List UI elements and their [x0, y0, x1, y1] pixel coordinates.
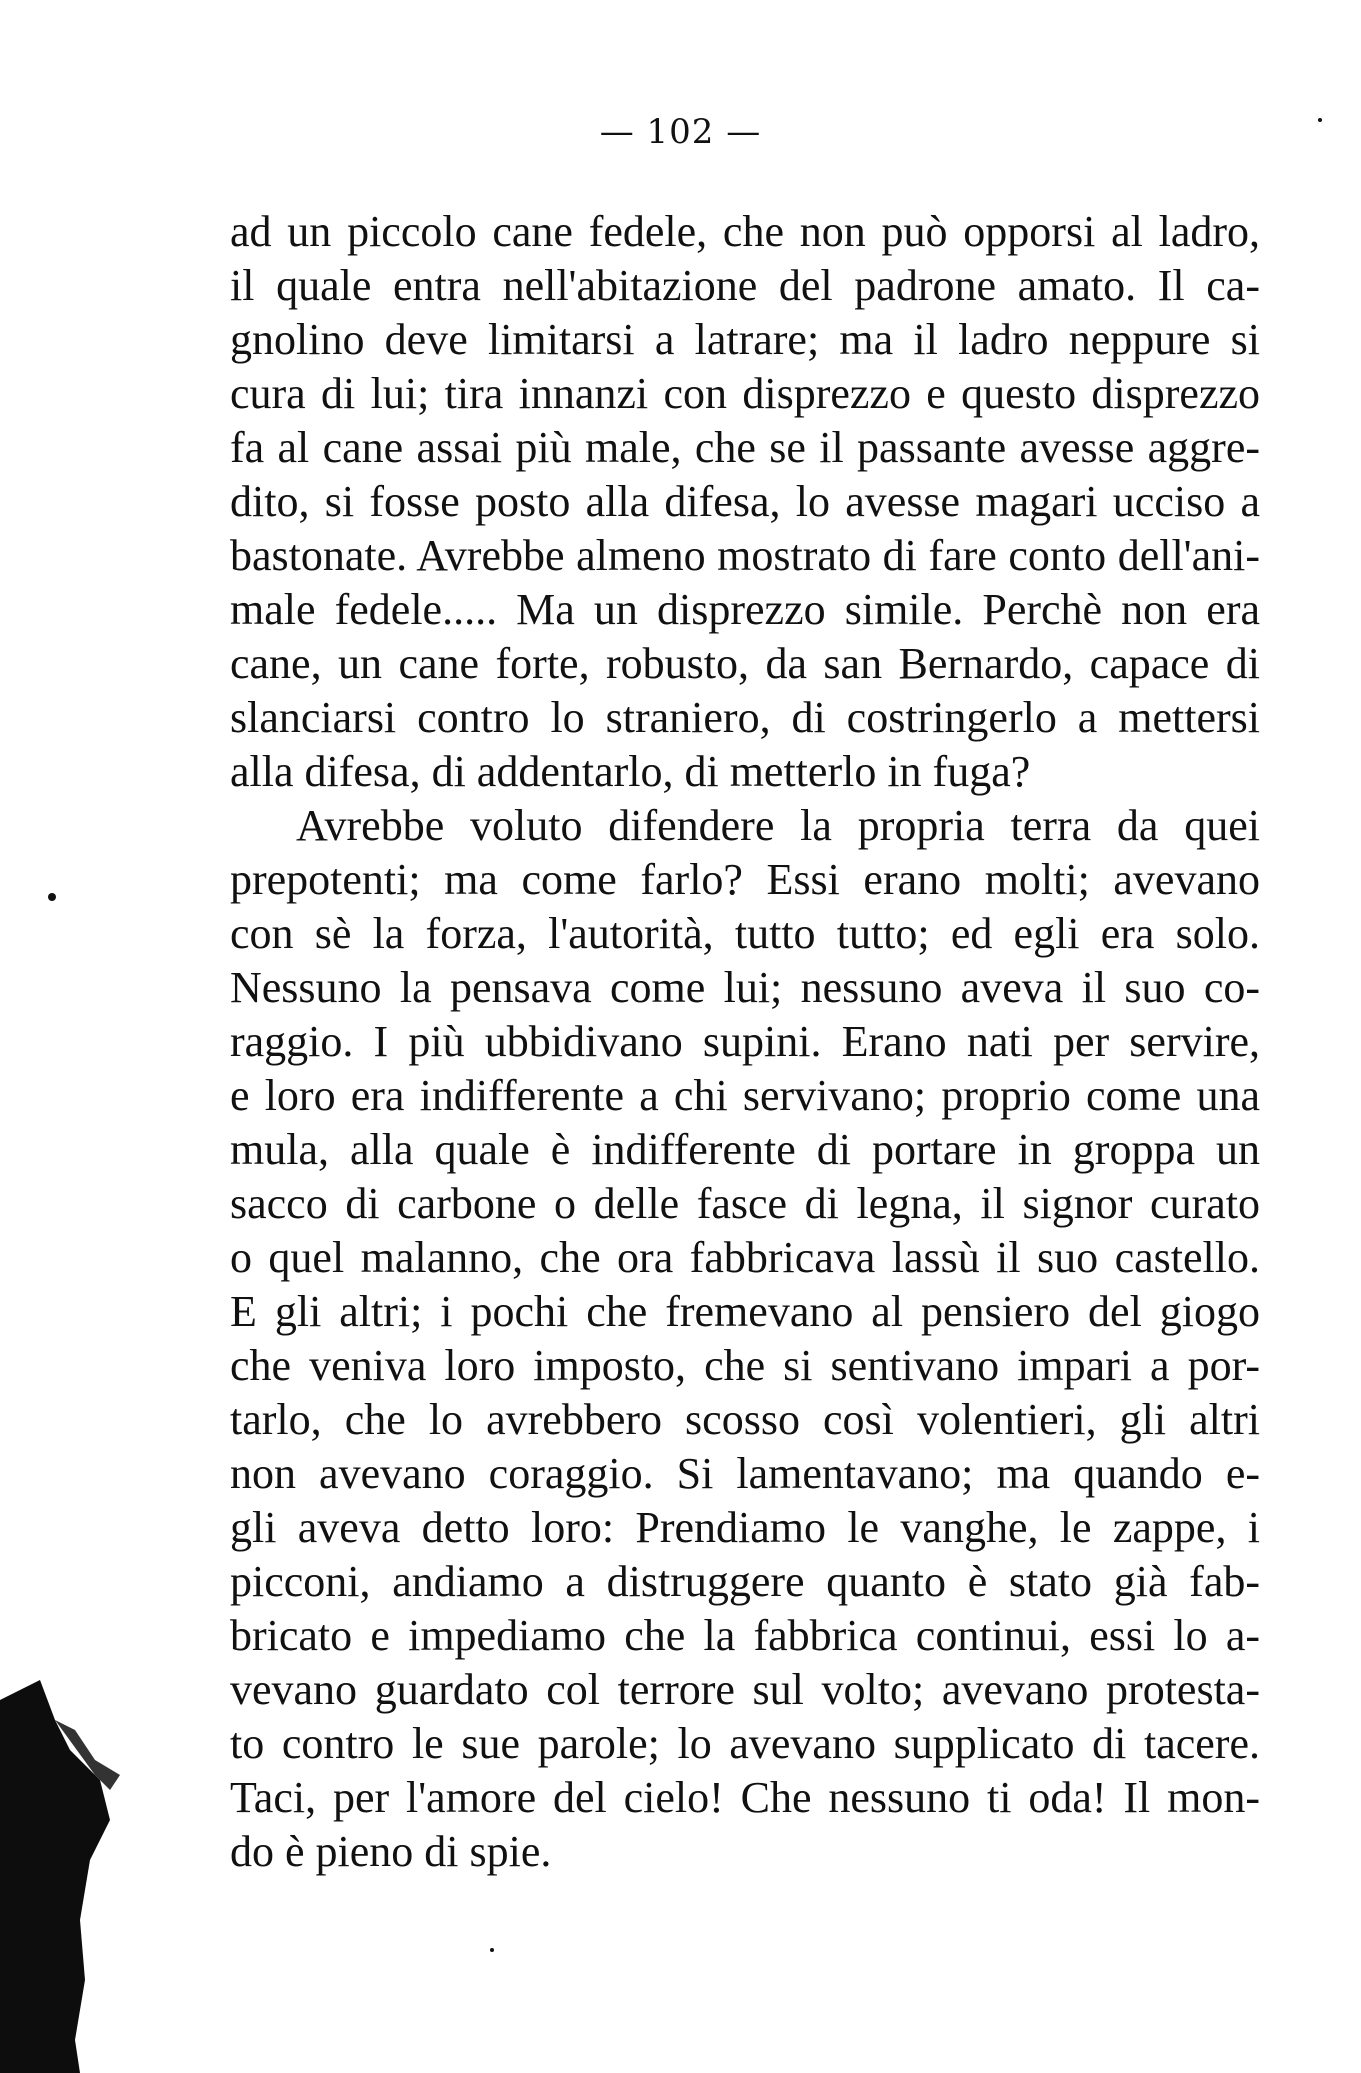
text-line: Nessuno la pensava come lui; nessuno aveva il suo co-: [230, 963, 1260, 1012]
text-line: male fedele..... Ma un disprezzo simile. Perchè non era: [230, 585, 1260, 634]
text-line: picconi, andiamo a distruggere quanto è stato già fab-: [230, 1557, 1260, 1606]
scan-speck: [48, 893, 56, 901]
text-line: mula, alla quale è indifferente di portare in groppa un: [230, 1125, 1260, 1174]
text-line: vevano guardato col terrore sul volto; avevano protesta-: [230, 1665, 1260, 1714]
body-text: [230, 205, 1260, 1879]
scan-speck: [490, 1948, 494, 1952]
text-line: ad un piccolo cane fedele, che non può opporsi al ladro,: [230, 207, 1260, 256]
text-line: e loro era indifferente a chi servivano; proprio come una: [230, 1071, 1260, 1120]
text-line: cane, un cane forte, robusto, da san Bernardo, capace di: [230, 639, 1260, 688]
text-line: prepotenti; ma come farlo? Essi erano molti; avevano: [230, 855, 1260, 904]
text-line: che veniva loro imposto, che si sentivano impari a por-: [230, 1341, 1260, 1390]
text-line: bastonate. Avrebbe almeno mostrato di fare conto dell'ani-: [230, 531, 1260, 580]
text-line: dito, si fosse posto alla difesa, lo avesse magari ucciso a: [230, 477, 1260, 526]
scan-edge-shadow: [0, 1660, 120, 2073]
text-line: Avrebbe voluto difendere la propria terra da quei: [296, 801, 1260, 850]
text-line: alla difesa, di addentarlo, di metterlo in fuga?: [230, 747, 1031, 796]
text-line: slanciarsi contro lo straniero, di costringerlo a mettersi: [230, 693, 1260, 742]
text-line: do è pieno di spie.: [230, 1827, 552, 1876]
text-line: con sè la forza, l'autorità, tutto tutto; ed egli era solo.: [230, 909, 1260, 958]
scan-speck: [1318, 118, 1322, 122]
text-line: gli aveva detto loro: Prendiamo le vanghe, le zappe, i: [230, 1503, 1260, 1552]
page-number: — 102 —: [599, 112, 762, 152]
text-line: il quale entra nell'abitazione del padrone amato. Il ca-: [230, 261, 1260, 310]
text-line: to contro le sue parole; lo avevano supplicato di tacere.: [230, 1719, 1260, 1768]
text-line: Taci, per l'amore del cielo! Che nessuno ti oda! Il mon-: [230, 1773, 1260, 1822]
text-line: gnolino deve limitarsi a latrare; ma il ladro neppure si: [230, 315, 1260, 364]
text-line: raggio. I più ubbidivano supini. Erano nati per servire,: [230, 1017, 1260, 1066]
text-line: tarlo, che lo avrebbero scosso così volentieri, gli altri: [230, 1395, 1260, 1444]
text-line: sacco di carbone o delle fasce di legna, il signor curato: [230, 1179, 1260, 1228]
text-line: E gli altri; i pochi che fremevano al pensiero del giogo: [230, 1287, 1260, 1336]
text-line: bricato e impediamo che la fabbrica continui, essi lo a-: [230, 1611, 1260, 1660]
text-line: non avevano coraggio. Si lamentavano; ma quando e-: [230, 1449, 1260, 1498]
text-line: o quel malanno, che ora fabbricava lassù il suo castello.: [230, 1233, 1260, 1282]
text-line: cura di lui; tira innanzi con disprezzo e questo disprezzo: [230, 369, 1260, 418]
text-line: fa al cane assai più male, che se il passante avesse aggre-: [230, 423, 1260, 472]
